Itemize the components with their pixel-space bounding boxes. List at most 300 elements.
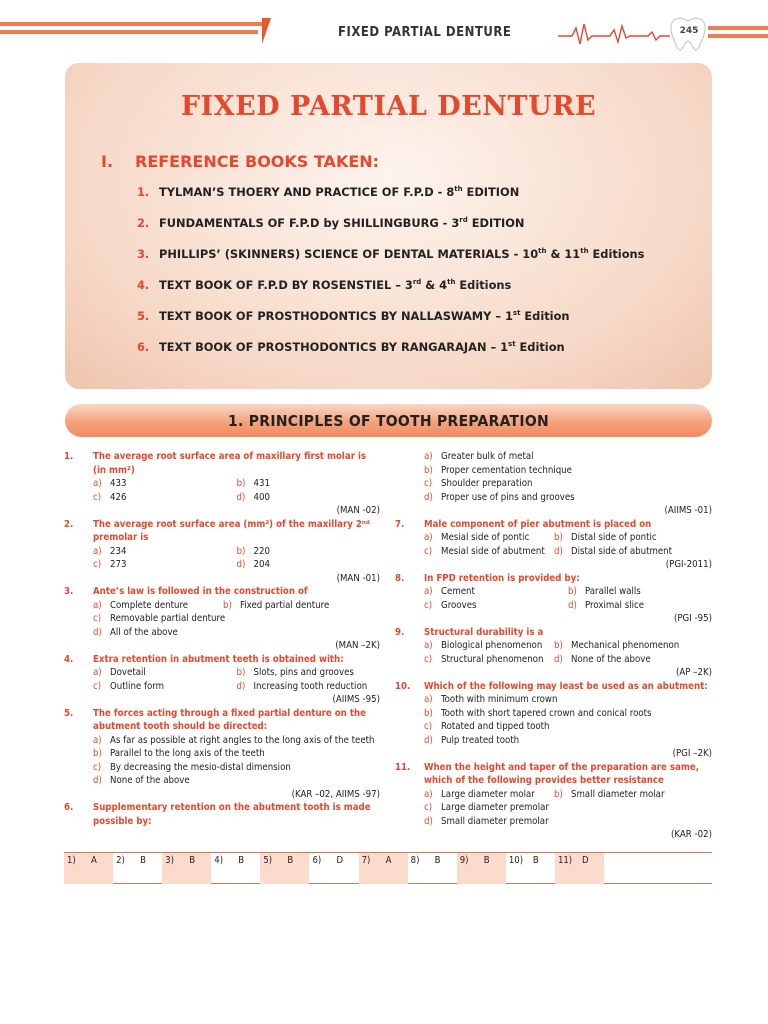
answer-key-cell bbox=[408, 853, 457, 870]
question-item bbox=[64, 707, 380, 802]
question-item bbox=[395, 680, 712, 761]
answer-key-cell bbox=[113, 853, 162, 870]
answer-option bbox=[93, 680, 237, 694]
answer-option bbox=[237, 477, 381, 491]
question-source: (PGI -95) bbox=[673, 613, 712, 624]
reference-book-item bbox=[137, 340, 644, 371]
question-text: The average root surface area of maxillary first molar is (in mm²) bbox=[93, 451, 367, 476]
reference-book-superscript: th bbox=[580, 247, 589, 256]
answer-letter: B bbox=[189, 855, 196, 866]
option-row bbox=[93, 666, 380, 680]
answer-option bbox=[237, 558, 381, 572]
answer-number: 11) bbox=[557, 855, 573, 866]
option-letter: c) bbox=[424, 545, 433, 557]
answer-option bbox=[424, 639, 554, 653]
question-text: Ante’s law is followed in the construction of bbox=[93, 586, 308, 597]
option-text: Biological phenomenon bbox=[441, 640, 543, 651]
answer-option bbox=[93, 747, 380, 761]
question-number: 4. bbox=[64, 653, 74, 665]
question-source: (AIIMS -95) bbox=[332, 694, 380, 705]
section-banner-title: 1. PRINCIPLES OF TOOTH PREPARATION bbox=[228, 412, 549, 430]
reference-book-title: TEXT BOOK OF PROSTHODONTICS BY NALLASWAMY – 1 bbox=[159, 309, 513, 323]
option-text: Complete denture bbox=[110, 599, 189, 611]
option-text: Mechanical phenomenon bbox=[571, 640, 680, 651]
answer-key-blank-cell bbox=[113, 870, 162, 884]
option-text: 204 bbox=[253, 559, 270, 570]
answer-key-cell bbox=[64, 853, 113, 870]
option-text: 433 bbox=[110, 478, 127, 489]
reference-book-number: 2. bbox=[137, 216, 150, 230]
option-row bbox=[424, 585, 712, 599]
answer-option bbox=[554, 531, 698, 545]
option-text: Distal side of abutment bbox=[571, 545, 673, 557]
option-row bbox=[424, 653, 712, 667]
option-letter: c) bbox=[424, 478, 433, 489]
running-title: FIXED PARTIAL DENTURE bbox=[338, 25, 512, 40]
option-row bbox=[424, 788, 712, 802]
reference-book-title: FUNDAMENTALS OF F.P.D by SHILLINGBURG - 3 bbox=[159, 216, 460, 230]
option-text: Removable partial denture bbox=[110, 613, 226, 624]
reference-book-title: TEXT BOOK OF PROSTHODONTICS BY RANGARAJAN – 1 bbox=[159, 340, 509, 354]
question-item bbox=[64, 653, 380, 707]
answer-option bbox=[237, 666, 381, 680]
answer-number: 6) bbox=[312, 855, 322, 866]
reference-book-superscript: st bbox=[512, 309, 521, 318]
answer-number: 2) bbox=[116, 855, 125, 866]
option-letter: d) bbox=[424, 734, 433, 746]
option-row bbox=[93, 558, 380, 572]
answer-option bbox=[93, 545, 237, 559]
reference-book-item bbox=[137, 309, 644, 340]
question-text: Supplementary retention on the abutment tooth is made possible by: bbox=[93, 802, 371, 827]
option-text: Proximal slice bbox=[585, 599, 645, 611]
option-text: Large diameter molar bbox=[441, 788, 535, 800]
question-number: 7. bbox=[395, 518, 405, 530]
option-letter: b) bbox=[554, 788, 563, 800]
option-text: Parallel walls bbox=[585, 586, 641, 597]
option-text: Slots, pins and grooves bbox=[253, 667, 354, 678]
option-letter: d) bbox=[568, 599, 577, 611]
option-row bbox=[424, 734, 712, 748]
question-item bbox=[395, 450, 712, 518]
answer-letter: D bbox=[336, 855, 344, 866]
option-row bbox=[424, 464, 712, 478]
option-letter: d) bbox=[236, 680, 246, 692]
reference-book-edition: Edition bbox=[515, 340, 565, 354]
question-text: Extra retention in abutment teeth is obtained with: bbox=[93, 653, 344, 665]
option-text: 431 bbox=[253, 478, 270, 489]
option-text: All of the above bbox=[110, 626, 178, 638]
answer-option bbox=[568, 585, 712, 599]
option-row bbox=[424, 531, 712, 545]
option-text: Parallel to the long axis of the teeth bbox=[110, 748, 265, 759]
option-letter: c) bbox=[93, 761, 102, 773]
reference-book-edition: Editions bbox=[455, 278, 512, 292]
questions-left-column bbox=[64, 450, 380, 828]
option-letter: d) bbox=[93, 626, 102, 638]
question-source: (MAN -02) bbox=[336, 505, 380, 516]
answer-number: 1) bbox=[67, 855, 76, 866]
answer-number: 9) bbox=[459, 855, 469, 866]
reference-book-number: 1. bbox=[137, 185, 150, 199]
question-item bbox=[395, 572, 712, 626]
option-text: Distal side of pontic bbox=[571, 532, 657, 543]
option-letter: c) bbox=[93, 680, 102, 692]
answer-key-blank-cell bbox=[162, 870, 211, 884]
question-source: (KAR –02, AIIMS -97) bbox=[291, 788, 380, 800]
option-letter: b) bbox=[554, 532, 563, 543]
answer-key-cell bbox=[162, 853, 211, 870]
answer-option bbox=[93, 491, 237, 505]
option-letter: b) bbox=[223, 599, 232, 611]
answer-option bbox=[93, 774, 380, 788]
option-row bbox=[424, 477, 712, 491]
answer-key-cell bbox=[211, 853, 260, 870]
reference-book-superscript: th bbox=[538, 247, 547, 256]
option-text: Large diameter premolar bbox=[441, 802, 549, 813]
section-number: I. bbox=[101, 152, 114, 171]
answer-key-blank-cell bbox=[260, 870, 309, 884]
option-letter: a) bbox=[93, 599, 102, 611]
option-text: Outline form bbox=[110, 680, 165, 692]
option-text: Mesial side of abutment bbox=[441, 545, 545, 557]
reference-book-number: 3. bbox=[137, 247, 150, 261]
answer-option bbox=[568, 599, 712, 613]
option-row bbox=[93, 747, 380, 761]
option-letter: d) bbox=[554, 545, 563, 557]
answer-key-blank-cell bbox=[211, 870, 260, 884]
question-source: (AP –2K) bbox=[675, 667, 712, 678]
reference-book-number: 6. bbox=[137, 340, 150, 354]
reference-book-item bbox=[137, 185, 644, 216]
question-source: (MAN -01) bbox=[336, 572, 380, 584]
question-number: 9. bbox=[395, 626, 405, 638]
question-item bbox=[395, 626, 712, 680]
option-letter: b) bbox=[93, 748, 102, 759]
section-banner bbox=[65, 404, 712, 437]
question-item bbox=[64, 518, 380, 586]
option-text: Structural phenomenon bbox=[441, 653, 544, 665]
answer-key-cell bbox=[457, 853, 506, 870]
reference-book-item bbox=[137, 247, 644, 278]
question-source: (PGI –2K) bbox=[672, 748, 712, 759]
option-letter: b) bbox=[424, 464, 433, 476]
answer-number: 7) bbox=[361, 855, 371, 866]
reference-section-heading bbox=[101, 152, 379, 171]
answer-option bbox=[424, 707, 712, 721]
question-number: 10. bbox=[395, 680, 411, 692]
option-letter: a) bbox=[424, 451, 433, 462]
answer-option bbox=[424, 491, 712, 505]
reference-book-edition: EDITION bbox=[467, 216, 525, 230]
chapter-title: FIXED PARTIAL DENTURE bbox=[180, 91, 597, 122]
answer-option bbox=[93, 558, 237, 572]
reference-book-item bbox=[137, 216, 644, 247]
answer-letter: D bbox=[581, 855, 589, 866]
answer-key-blank-cell bbox=[506, 870, 555, 884]
answer-letter: B bbox=[140, 855, 146, 866]
option-text: Pulp treated tooth bbox=[441, 734, 520, 746]
answer-option bbox=[424, 801, 712, 815]
answer-option bbox=[237, 680, 381, 694]
reference-book-number: 4. bbox=[137, 278, 150, 292]
reference-book-superscript: st bbox=[508, 340, 516, 349]
header-right-ornament bbox=[558, 14, 768, 54]
option-text: None of the above bbox=[110, 775, 190, 786]
answer-key-blank-row bbox=[64, 870, 712, 884]
answer-key-blank-cell bbox=[457, 870, 506, 884]
question-text: When the height and taper of the preparation are same, which of the following provides better resistance bbox=[424, 761, 699, 786]
answer-key-blank-cell bbox=[64, 870, 113, 884]
option-letter: a) bbox=[424, 640, 433, 651]
answer-option bbox=[93, 477, 237, 491]
answer-key-blank-cell bbox=[555, 870, 604, 884]
answer-number: 4) bbox=[214, 855, 224, 866]
option-letter: c) bbox=[424, 653, 433, 665]
answer-letter: B bbox=[483, 855, 490, 866]
option-letter: c) bbox=[93, 491, 102, 503]
answer-option bbox=[424, 815, 712, 829]
option-letter: d) bbox=[424, 815, 433, 827]
option-text: Proper use of pins and grooves bbox=[441, 491, 575, 503]
answer-letter: B bbox=[434, 855, 441, 866]
answer-letter: B bbox=[532, 855, 539, 866]
question-number: 8. bbox=[395, 572, 405, 584]
answer-key-blank-cell bbox=[408, 870, 457, 884]
option-letter: c) bbox=[424, 802, 433, 813]
option-letter: a) bbox=[424, 532, 433, 543]
answer-option bbox=[93, 666, 237, 680]
reference-book-superscript: th bbox=[454, 185, 463, 194]
answer-key bbox=[64, 852, 712, 884]
option-text: Mesial side of pontic bbox=[441, 532, 530, 543]
answer-key-cell bbox=[506, 853, 555, 870]
option-letter: d) bbox=[236, 559, 246, 570]
answer-option bbox=[93, 626, 380, 640]
option-row bbox=[93, 491, 380, 505]
option-text: Fixed partial denture bbox=[240, 599, 330, 611]
reference-books-box bbox=[65, 63, 712, 389]
reference-book-title-mid: & 4 bbox=[421, 278, 448, 292]
option-text: Cement bbox=[441, 586, 475, 597]
question-source: (MAN –2K) bbox=[335, 640, 380, 651]
option-text: 220 bbox=[253, 545, 270, 557]
question-item bbox=[395, 761, 712, 842]
reference-book-edition: Edition bbox=[520, 309, 570, 323]
question-item bbox=[64, 585, 380, 653]
option-row bbox=[424, 720, 712, 734]
option-text: Shoulder preparation bbox=[441, 478, 533, 489]
option-text: None of the above bbox=[571, 653, 651, 665]
question-text: In FPD retention is provided by: bbox=[424, 572, 580, 584]
questions-right-column bbox=[395, 450, 712, 842]
option-row bbox=[93, 545, 380, 559]
option-row bbox=[424, 599, 712, 613]
page-number: 245 bbox=[679, 26, 699, 36]
answer-option bbox=[424, 585, 568, 599]
answer-option bbox=[554, 545, 698, 559]
question-text: The average root surface area (mm²) of the maxillary 2ⁿᵈ premolar is bbox=[93, 518, 370, 543]
question-number: 3. bbox=[64, 586, 74, 597]
option-letter: c) bbox=[93, 559, 102, 570]
option-row bbox=[93, 761, 380, 775]
option-text: Small diameter molar bbox=[571, 788, 665, 800]
option-text: Grooves bbox=[441, 599, 477, 611]
reference-book-number: 5. bbox=[137, 309, 150, 323]
answer-key-cell bbox=[555, 853, 604, 870]
answer-option bbox=[93, 761, 380, 775]
heartbeat-icon bbox=[558, 14, 670, 54]
option-text: Proper cementation technique bbox=[441, 464, 572, 476]
answer-letter: A bbox=[91, 855, 97, 866]
option-row bbox=[93, 680, 380, 694]
answer-option bbox=[424, 693, 712, 707]
option-letter: b) bbox=[236, 667, 246, 678]
option-row bbox=[93, 477, 380, 491]
option-text: Increasing tooth reduction bbox=[253, 680, 368, 692]
option-row bbox=[424, 491, 712, 505]
answer-option bbox=[424, 464, 712, 478]
option-text: As far as possible at right angles to the long axis of the teeth bbox=[110, 734, 375, 746]
option-text: By decreasing the mesio-distal dimension bbox=[110, 761, 291, 773]
option-letter: a) bbox=[424, 788, 433, 800]
option-letter: d) bbox=[554, 653, 563, 665]
question-source: (PGI-2011) bbox=[665, 559, 712, 570]
option-letter: b) bbox=[554, 640, 563, 651]
option-text: Tooth with minimum crown bbox=[441, 694, 558, 705]
option-letter: d) bbox=[236, 491, 246, 503]
answer-option bbox=[93, 734, 380, 748]
option-row bbox=[424, 707, 712, 721]
option-letter: b) bbox=[568, 586, 577, 597]
option-row bbox=[424, 815, 712, 829]
option-text: Small diameter premolar bbox=[441, 815, 549, 827]
answer-key-blank-cell bbox=[309, 870, 358, 884]
option-text: Rotated and tipped tooth bbox=[441, 721, 550, 732]
option-letter: d) bbox=[424, 491, 433, 503]
option-letter: a) bbox=[93, 667, 102, 678]
option-letter: b) bbox=[236, 545, 246, 557]
option-letter: d) bbox=[93, 775, 102, 786]
answer-option bbox=[424, 653, 554, 667]
answer-option bbox=[424, 531, 554, 545]
answer-option bbox=[554, 639, 698, 653]
option-letter: b) bbox=[236, 478, 246, 489]
answer-option bbox=[93, 599, 223, 613]
answer-option bbox=[554, 788, 698, 802]
answer-option bbox=[424, 545, 554, 559]
answer-option bbox=[424, 720, 712, 734]
answer-letter: B bbox=[238, 855, 245, 866]
question-item bbox=[64, 450, 380, 518]
question-source: (AIIMS -01) bbox=[664, 505, 712, 516]
answer-number: 8) bbox=[410, 855, 420, 866]
question-number: 11. bbox=[395, 761, 411, 773]
option-text: Greater bulk of metal bbox=[441, 451, 534, 462]
answer-option bbox=[237, 491, 381, 505]
answer-number: 3) bbox=[165, 855, 174, 866]
option-text: 234 bbox=[110, 545, 127, 557]
answer-option bbox=[554, 653, 698, 667]
option-letter: a) bbox=[93, 734, 102, 746]
question-source: (KAR -02) bbox=[671, 829, 712, 840]
option-row bbox=[93, 774, 380, 788]
answer-letter: A bbox=[385, 855, 392, 866]
option-letter: c) bbox=[424, 721, 433, 732]
option-row bbox=[424, 801, 712, 815]
answer-key-cell bbox=[309, 853, 358, 870]
reference-book-superscript: rd bbox=[412, 278, 422, 287]
answer-key-blank-cell bbox=[359, 870, 408, 884]
answer-key-cell bbox=[260, 853, 309, 870]
answer-option bbox=[424, 788, 554, 802]
question-number: 5. bbox=[64, 707, 74, 719]
option-row bbox=[93, 734, 380, 748]
reference-book-superscript: rd bbox=[459, 216, 468, 225]
option-row bbox=[424, 450, 712, 464]
question-number: 2. bbox=[64, 518, 74, 530]
question-text: The forces acting through a fixed partial denture on the abutment tooth should be directed: bbox=[93, 707, 366, 732]
answer-key-cell bbox=[359, 853, 408, 870]
answer-option bbox=[424, 477, 712, 491]
option-row bbox=[424, 545, 712, 559]
header-left-rule bbox=[0, 18, 272, 46]
question-text: Structural durability is a bbox=[424, 626, 544, 638]
answer-number: 5) bbox=[263, 855, 273, 866]
answer-option bbox=[424, 450, 712, 464]
reference-book-title-mid: & 11 bbox=[546, 247, 581, 261]
question-text: Male component of pier abutment is placed on bbox=[424, 518, 652, 530]
reference-list bbox=[137, 185, 644, 371]
option-letter: a) bbox=[93, 545, 102, 557]
answer-option bbox=[424, 734, 712, 748]
answer-key-row bbox=[64, 853, 712, 870]
option-row bbox=[424, 693, 712, 707]
option-row bbox=[93, 626, 380, 640]
reference-book-superscript: th bbox=[447, 278, 456, 287]
answer-option bbox=[93, 612, 380, 626]
answer-number: 10) bbox=[508, 855, 524, 866]
answer-option bbox=[424, 599, 568, 613]
option-text: 426 bbox=[110, 491, 127, 503]
option-text: 400 bbox=[253, 491, 270, 503]
reference-book-title: TEXT BOOK OF F.P.D BY ROSENSTIEL – 3 bbox=[159, 278, 413, 292]
option-text: Dovetail bbox=[110, 667, 146, 678]
option-text: Tooth with short tapered crown and conical roots bbox=[441, 707, 652, 719]
option-letter: a) bbox=[424, 586, 433, 597]
option-letter: c) bbox=[93, 613, 102, 624]
option-letter: b) bbox=[424, 707, 433, 719]
option-row bbox=[424, 639, 712, 653]
option-text: 273 bbox=[110, 559, 127, 570]
option-letter: a) bbox=[93, 478, 102, 489]
option-row bbox=[93, 612, 380, 626]
option-letter: a) bbox=[424, 694, 433, 705]
reference-book-title: PHILLIPS’ (SKINNERS) SCIENCE OF DENTAL MATERIALS - 10 bbox=[159, 247, 539, 261]
reference-book-title: TYLMAN’S THOERY AND PRACTICE OF F.P.D - 8 bbox=[159, 185, 455, 199]
question-text: Which of the following may least be used as an abutment: bbox=[424, 680, 708, 692]
answer-option bbox=[237, 545, 381, 559]
option-row bbox=[93, 599, 380, 613]
answer-option bbox=[223, 599, 367, 613]
reference-book-edition: EDITION bbox=[462, 185, 520, 199]
question-item bbox=[64, 801, 380, 828]
question-number: 1. bbox=[64, 451, 74, 462]
reference-book-item bbox=[137, 278, 644, 309]
section-title: REFERENCE BOOKS TAKEN: bbox=[135, 152, 380, 171]
answer-letter: B bbox=[287, 855, 294, 866]
option-letter: c) bbox=[424, 599, 433, 611]
